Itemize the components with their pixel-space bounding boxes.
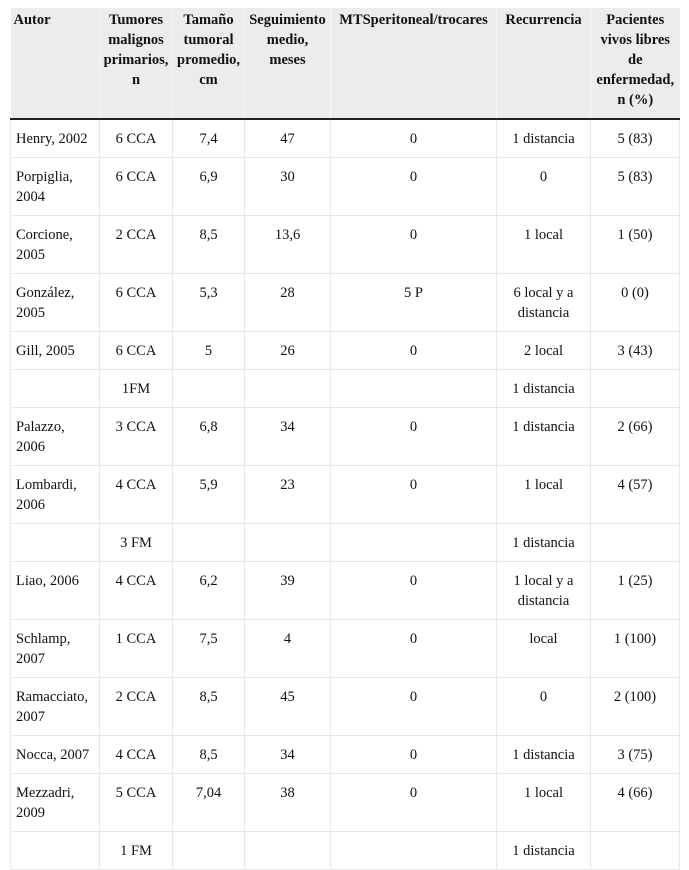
cell-mts bbox=[331, 370, 497, 408]
cell-recurrencia: 1 local bbox=[497, 466, 591, 524]
cell-seguimiento: 13,6 bbox=[245, 216, 331, 274]
cell-mts: 0 bbox=[331, 774, 497, 832]
cell-tamano: 7,5 bbox=[173, 620, 245, 678]
cell-mts: 0 bbox=[331, 119, 497, 158]
cell-mts: 0 bbox=[331, 332, 497, 370]
cell-seguimiento: 34 bbox=[245, 736, 331, 774]
cell-mts: 0 bbox=[331, 216, 497, 274]
cell-tumores: 1 FM bbox=[100, 832, 173, 870]
cell-tumores: 4 CCA bbox=[100, 562, 173, 620]
cell-autor: Nocca, 2007 bbox=[11, 736, 100, 774]
cell-autor: Corcione, 2005 bbox=[11, 216, 100, 274]
cell-pacientes bbox=[591, 832, 680, 870]
cell-autor bbox=[11, 524, 100, 562]
header-tamano: Tamaño tumoral promedio, cm bbox=[173, 8, 245, 119]
cell-pacientes: 5 (83) bbox=[591, 158, 680, 216]
cell-tumores: 6 CCA bbox=[100, 332, 173, 370]
cell-recurrencia: 1 distancia bbox=[497, 736, 591, 774]
cell-tumores: 2 CCA bbox=[100, 216, 173, 274]
cell-autor: Lombardi, 2006 bbox=[11, 466, 100, 524]
cell-recurrencia: 1 distancia bbox=[497, 119, 591, 158]
cell-autor: Mezzadri, 2009 bbox=[11, 774, 100, 832]
cell-mts bbox=[331, 524, 497, 562]
cell-pacientes: 4 (57) bbox=[591, 466, 680, 524]
table-row bbox=[11, 119, 680, 158]
cell-recurrencia: 1 distancia bbox=[497, 370, 591, 408]
cell-tumores: 6 CCA bbox=[100, 119, 173, 158]
cell-tamano: 7,04 bbox=[173, 774, 245, 832]
cell-tumores: 3 CCA bbox=[100, 408, 173, 466]
cell-recurrencia: 1 distancia bbox=[497, 832, 591, 870]
cell-autor: Palazzo, 2006 bbox=[11, 408, 100, 466]
cell-autor bbox=[11, 832, 100, 870]
cell-pacientes: 4 (66) bbox=[591, 774, 680, 832]
header-mts: MTSperitoneal/trocares bbox=[331, 8, 497, 119]
cell-tamano bbox=[173, 832, 245, 870]
cell-autor bbox=[11, 370, 100, 408]
header-pacientes: Pacientes vivos libres de enfermedad, n (%) bbox=[591, 8, 680, 119]
header-recurrencia: Recurrencia bbox=[497, 8, 591, 119]
cell-tamano bbox=[173, 370, 245, 408]
table-row bbox=[11, 678, 680, 736]
cell-pacientes bbox=[591, 524, 680, 562]
cell-tamano: 6,8 bbox=[173, 408, 245, 466]
table-body bbox=[11, 119, 680, 870]
cell-seguimiento: 26 bbox=[245, 332, 331, 370]
table-row bbox=[11, 216, 680, 274]
table-row bbox=[11, 736, 680, 774]
cell-autor: Henry, 2002 bbox=[11, 119, 100, 158]
cell-autor: González, 2005 bbox=[11, 274, 100, 332]
cell-seguimiento: 45 bbox=[245, 678, 331, 736]
cell-recurrencia: 1 distancia bbox=[497, 408, 591, 466]
cell-seguimiento bbox=[245, 370, 331, 408]
cell-autor: Schlamp, 2007 bbox=[11, 620, 100, 678]
cell-mts: 0 bbox=[331, 158, 497, 216]
cell-mts: 0 bbox=[331, 408, 497, 466]
cell-pacientes: 2 (100) bbox=[591, 678, 680, 736]
header-seguimiento: Seguimiento medio, meses bbox=[245, 8, 331, 119]
cell-recurrencia: 0 bbox=[497, 678, 591, 736]
cell-tamano: 5 bbox=[173, 332, 245, 370]
header-row bbox=[11, 8, 680, 119]
cell-tamano: 8,5 bbox=[173, 678, 245, 736]
table-row bbox=[11, 370, 680, 408]
cell-tumores: 6 CCA bbox=[100, 274, 173, 332]
cell-seguimiento: 47 bbox=[245, 119, 331, 158]
cell-recurrencia: 1 local bbox=[497, 774, 591, 832]
cell-tamano: 8,5 bbox=[173, 736, 245, 774]
cell-tumores: 5 CCA bbox=[100, 774, 173, 832]
cell-mts: 0 bbox=[331, 678, 497, 736]
cell-recurrencia: 6 local y a distancia bbox=[497, 274, 591, 332]
cell-autor: Liao, 2006 bbox=[11, 562, 100, 620]
cell-recurrencia: 2 local bbox=[497, 332, 591, 370]
cell-autor: Porpiglia, 2004 bbox=[11, 158, 100, 216]
cell-mts: 5 P bbox=[331, 274, 497, 332]
cell-seguimiento bbox=[245, 524, 331, 562]
cell-pacientes: 3 (75) bbox=[591, 736, 680, 774]
cell-recurrencia: local bbox=[497, 620, 591, 678]
cell-mts: 0 bbox=[331, 562, 497, 620]
cell-seguimiento bbox=[245, 832, 331, 870]
cell-seguimiento: 38 bbox=[245, 774, 331, 832]
cell-pacientes: 1 (100) bbox=[591, 620, 680, 678]
cell-recurrencia: 1 local bbox=[497, 216, 591, 274]
cell-tumores: 4 CCA bbox=[100, 466, 173, 524]
cell-seguimiento: 28 bbox=[245, 274, 331, 332]
cell-tumores: 6 CCA bbox=[100, 158, 173, 216]
cell-tumores: 2 CCA bbox=[100, 678, 173, 736]
table-row bbox=[11, 524, 680, 562]
table-row bbox=[11, 158, 680, 216]
cell-mts bbox=[331, 832, 497, 870]
table-row bbox=[11, 774, 680, 832]
cell-tamano: 5,3 bbox=[173, 274, 245, 332]
cell-pacientes: 5 (83) bbox=[591, 119, 680, 158]
header-tumores: Tumores malignos primarios, n bbox=[100, 8, 173, 119]
cell-seguimiento: 30 bbox=[245, 158, 331, 216]
cell-tamano: 7,4 bbox=[173, 119, 245, 158]
cell-tumores: 4 CCA bbox=[100, 736, 173, 774]
table-row bbox=[11, 466, 680, 524]
cell-tamano: 5,9 bbox=[173, 466, 245, 524]
cell-seguimiento: 23 bbox=[245, 466, 331, 524]
cell-tumores: 1 CCA bbox=[100, 620, 173, 678]
cell-pacientes: 1 (50) bbox=[591, 216, 680, 274]
table-row bbox=[11, 832, 680, 870]
table-row bbox=[11, 332, 680, 370]
cell-mts: 0 bbox=[331, 466, 497, 524]
cell-mts: 0 bbox=[331, 736, 497, 774]
cell-recurrencia: 1 distancia bbox=[497, 524, 591, 562]
cell-autor: Gill, 2005 bbox=[11, 332, 100, 370]
results-table bbox=[10, 8, 680, 870]
cell-autor: Ramacciato, 2007 bbox=[11, 678, 100, 736]
cell-pacientes: 0 (0) bbox=[591, 274, 680, 332]
table-row bbox=[11, 408, 680, 466]
cell-seguimiento: 34 bbox=[245, 408, 331, 466]
cell-pacientes bbox=[591, 370, 680, 408]
table-row bbox=[11, 274, 680, 332]
cell-tamano: 6,2 bbox=[173, 562, 245, 620]
cell-tamano: 6,9 bbox=[173, 158, 245, 216]
header-autor: Autor bbox=[11, 8, 100, 119]
cell-pacientes: 1 (25) bbox=[591, 562, 680, 620]
cell-seguimiento: 4 bbox=[245, 620, 331, 678]
cell-seguimiento: 39 bbox=[245, 562, 331, 620]
cell-mts: 0 bbox=[331, 620, 497, 678]
cell-tamano bbox=[173, 524, 245, 562]
table-row bbox=[11, 562, 680, 620]
table-row bbox=[11, 620, 680, 678]
cell-recurrencia: 1 local y a distancia bbox=[497, 562, 591, 620]
cell-pacientes: 3 (43) bbox=[591, 332, 680, 370]
cell-recurrencia: 0 bbox=[497, 158, 591, 216]
cell-tamano: 8,5 bbox=[173, 216, 245, 274]
cell-tumores: 1FM bbox=[100, 370, 173, 408]
cell-pacientes: 2 (66) bbox=[591, 408, 680, 466]
cell-tumores: 3 FM bbox=[100, 524, 173, 562]
